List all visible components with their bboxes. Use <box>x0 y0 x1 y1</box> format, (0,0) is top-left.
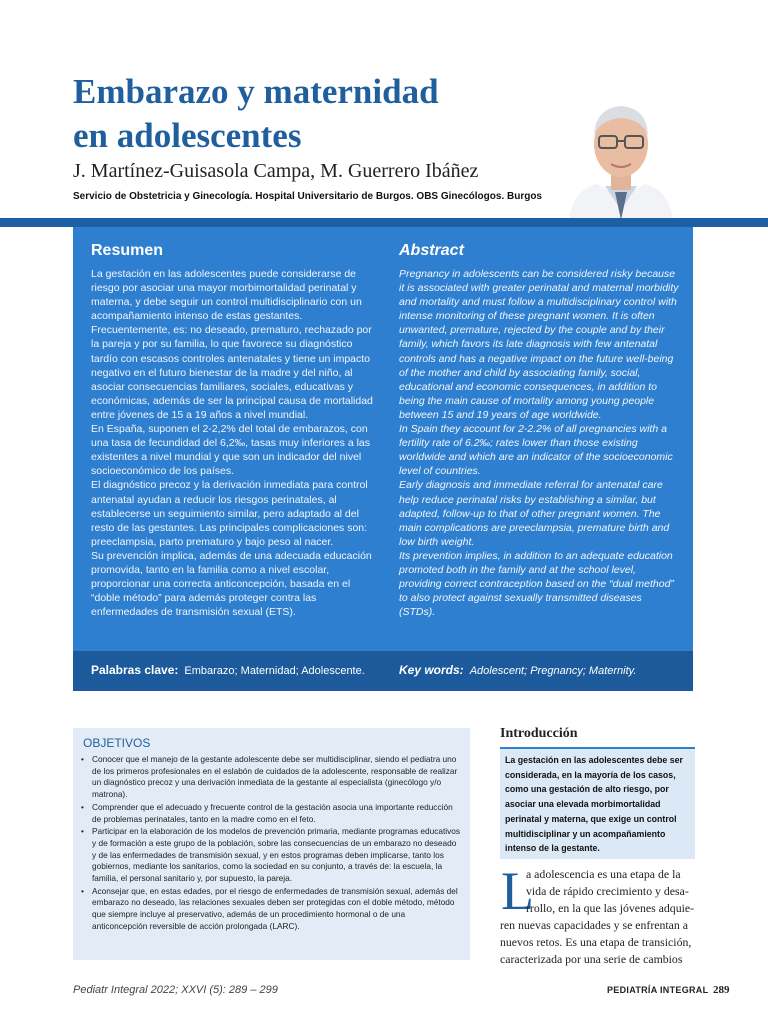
abstract-box <box>73 227 693 651</box>
drop-cap: L <box>501 861 534 921</box>
introduccion-body <box>500 861 696 968</box>
keywords-es-values: Embarazo; Maternidad; Adolescente. <box>184 665 365 677</box>
introduccion-highlight-box <box>500 747 695 859</box>
title-line-1: Embarazo y maternidad <box>73 72 439 111</box>
body-line: a adolescencia es una etapa de la <box>526 867 681 881</box>
objetivo-item: • Participar en la elaboración de los modelos de prevención primaria, mediante programas educativos y de formación a este grupo de la población, sobre las consecuencias de un embarazo no deseado y de las enfermedades de transmisión sexual, y en estos programas deben implicarse, tanto los gobiernos, mediante los sanitarios, como la sociedad en su conjunto, a través de: la escuela, la familia, el personal sanitario y, por supuesto, la pareja. <box>81 826 461 885</box>
abstract-heading: Abstract <box>399 242 464 259</box>
author-photo <box>565 86 677 220</box>
resumen-column <box>91 241 373 619</box>
abstract-column <box>399 241 679 619</box>
objetivo-item: • Aconsejar que, en estas edades, por el riesgo de enfermedades de transmisión sexual, además del embarazo no deseado, las relaciones sexuales deben ser protegidas con el doble método, método que siempre incluye al preservativo, además de un procedimiento hormonal o de una anticoncepción reversible de acción prolongada (LARC). <box>81 886 461 933</box>
body-line: caracterizada por una serie de cambios <box>500 952 683 966</box>
header-rule <box>0 218 768 227</box>
objetivo-item: • Conocer que el manejo de la gestante adolescente debe ser multidisciplinar, siendo el pediatra uno de los primeros profesionales en el eslabón de cuidados de la adolescente, responsable de realizar un diagnóstico precoz y una derivación inmediata de la gestante al especialista (ginecólogo y/o matrona). <box>81 754 461 801</box>
keywords-en-values: Adolescent; Pregnancy; Maternity. <box>469 665 637 677</box>
resumen-heading: Resumen <box>91 242 164 259</box>
body-line: rrollo, en la que las jóvenes adquie- <box>526 901 695 915</box>
introduccion-heading: Introducción <box>500 726 578 741</box>
keywords-es-label: Palabras clave: <box>91 663 179 677</box>
affiliation: Servicio de Obstetricia y Ginecología. Hospital Universitario de Burgos. OBS Ginecólogos. Burgos <box>73 191 542 202</box>
introduccion-highlight: La gestación en las adolescentes debe ser considerada, en la mayoría de los casos, como una gestación de alto riesgo, por asociar una elevada morbimortalidad perinatal y materna, que exige un control multidisciplinar y un acompañamiento intenso de la gestante. <box>505 755 683 854</box>
keywords-es <box>91 663 365 677</box>
body-line: vida de rápido crecimiento y desa- <box>526 884 689 898</box>
authors: J. Martínez-Guisasola Campa, M. Guerrero Ibáñez <box>73 160 479 182</box>
footer-citation: Pediatr Integral 2022; XXVI (5): 289 – 299 <box>73 984 278 996</box>
objetivos-list <box>81 754 461 934</box>
footer-running-title: PEDIATRÍA INTEGRAL <box>607 985 709 995</box>
keywords-en-label: Key words: <box>399 663 464 677</box>
body-line: nuevos retos. Es una etapa de transición, <box>500 935 692 949</box>
keywords-en <box>399 663 636 677</box>
resumen-text: La gestación en las adolescentes puede considerarse de riesgo por asociar una mayor morbimortalidad perinatal y materna, y debe seguir un control multidisciplinario con un acompañamiento intenso de estas gestantes. Frecuentemente, es: no deseado, prematuro, rechazado por la pareja y por su familia, lo que favorece su diagnóstico tardío con escasos controles antenatales y tiene un impacto negativo en el futuro bienestar de la madre y del niño, al asociar consecuencias familiares, sociales, educativas y económicas, además de ser la principal causa de mortalidad entre jóvenes de 15 a 19 años a nivel mundial. En España, suponen el 2-2,2% del total de embarazos, con una tasa de fecundidad del 6,2‰, tasas muy inferiores a las existentes a nivel mundial y que son un indicador del nivel socioeconómico de los países. El diagnóstico precoz y la derivación inmediata para control antenatal ayudan a reducir los riesgos perinatales, al establecerse un seguimiento similar, pero adaptado al del resto de las gestantes. Las principales complicaciones son: preeclampsia, parto prematuro y bajo peso al nacer. Su prevención implica, además de una adecuada educación promovida, tanto en la familia como a nivel escolar, proporcionar una correcta anticoncepción, basada en el “doble método” para además proteger contra las enfermedades de transmisión sexual (ETS). <box>91 268 373 619</box>
objetivos-box <box>73 728 470 960</box>
title-line-2: en adolescentes <box>73 116 302 155</box>
article-title <box>73 70 493 158</box>
objetivo-item: • Comprender que el adecuado y frecuente control de la gestación asocia una importante reducción de problemas perinatales, tanto en la madre como en el feto. <box>81 802 461 825</box>
objetivos-heading: OBJETIVOS <box>83 736 151 750</box>
body-line: ren nuevas capacidades y se enfrentan a <box>500 918 688 932</box>
abstract-text: Pregnancy in adolescents can be considered risky because it is associated with greater perinatal and maternal morbidity and mortality and must follow a multidisciplinary control with intense monitoring of these pregnant women. It is often unwanted, premature, rejected by the couple and by their family, which favors its late diagnosis with few antenatal controls and has a negative impact on the future well-being of the mother and child by associating family, social, educational and economic consequences, in addition to being the main cause of mortality among young people between 15 and 19 years of age worldwide. In Spain they account for 2-2.2% of all pregnancies with a fertility rate of 6.2‰; rates lower than those existing worldwide and which are an indicator of the socioeconomic level of countries. Early diagnosis and immediate referral for antenatal care help reduce perinatal risks by establishing a similar, but adapted, follow-up to that of other pregnant women. The main complications are preeclampsia, premature birth and low birth weight. Its prevention implies, in addition to an adequate education promoted both in the family and at the school level, providing correct contraception based on the “dual method” to also protect against sexually transmitted diseases (STDs). <box>399 268 679 619</box>
keywords-bar <box>73 651 693 691</box>
page-number: 289 <box>713 984 730 996</box>
